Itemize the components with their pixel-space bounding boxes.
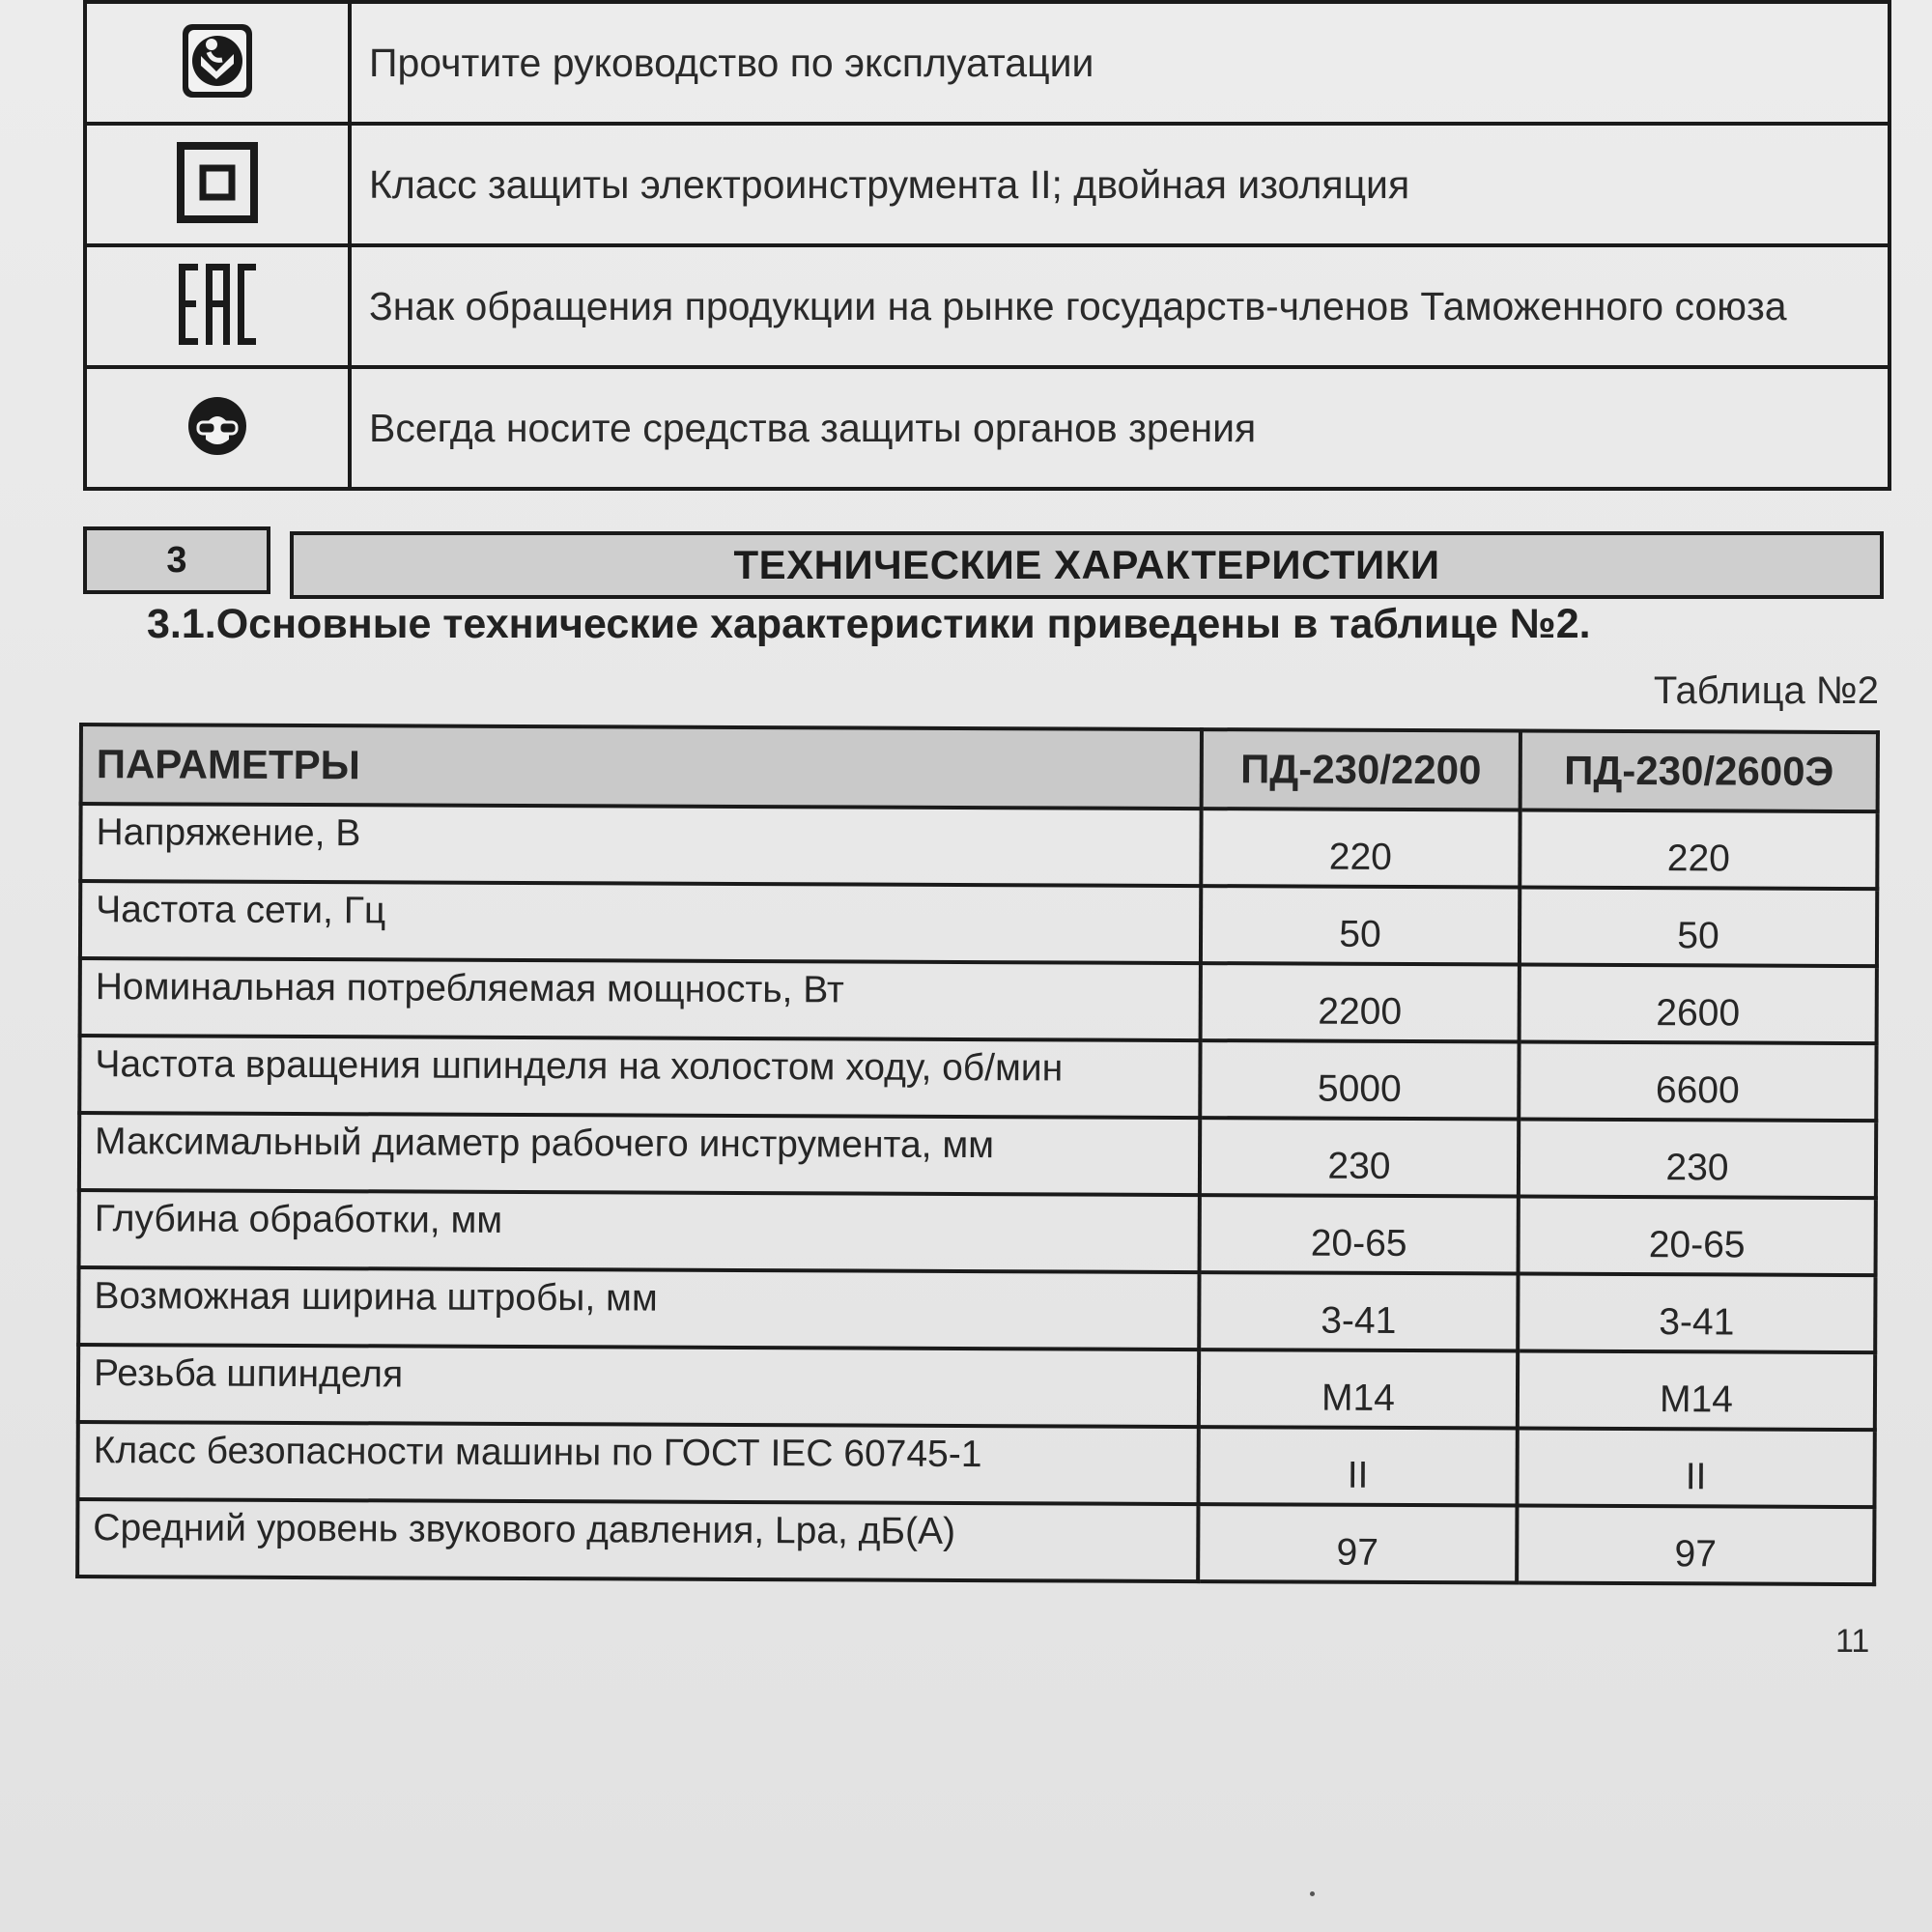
model-1-value: II — [1198, 1427, 1517, 1505]
symbol-row — [85, 245, 1889, 367]
symbol-description: Знак обращения продукции на рынке государств-членов Таможенного союза — [350, 245, 1889, 367]
section-title: ТЕХНИЧЕСКИЕ ХАРАКТЕРИСТИКИ — [290, 531, 1884, 599]
parameter-name: Максимальный диаметр рабочего инструмента, мм — [79, 1113, 1200, 1195]
table-row — [78, 1267, 1875, 1352]
model-2-value: 2600 — [1520, 965, 1877, 1044]
table-header-row — [81, 724, 1878, 811]
paper-speck — [1310, 1891, 1315, 1896]
symbols-table — [83, 0, 1891, 491]
model-2-value: 6600 — [1519, 1042, 1876, 1122]
parameter-name: Резьба шпинделя — [78, 1345, 1199, 1427]
model-1-value: М14 — [1199, 1350, 1518, 1428]
table-row — [79, 1113, 1876, 1198]
model-2-value: 50 — [1520, 888, 1877, 967]
model-2-value: 230 — [1519, 1120, 1876, 1199]
symbol-row — [85, 124, 1889, 245]
parameter-name: Возможная ширина штробы, мм — [78, 1267, 1199, 1350]
model-1-value: 230 — [1200, 1118, 1519, 1196]
column-header-parameters: ПАРАМЕТРЫ — [81, 724, 1202, 809]
model-2-value: 97 — [1517, 1506, 1874, 1585]
model-2-value: 3-41 — [1518, 1274, 1875, 1353]
section-intro: 3.1.Основные технические характеристики приведены в таблице №2. — [147, 601, 1591, 647]
symbol-description: Прочтите руководство по эксплуатации — [350, 2, 1889, 124]
table-caption: Таблица №2 — [1653, 669, 1879, 712]
symbol-row — [85, 2, 1889, 124]
model-1-value: 2200 — [1201, 963, 1520, 1041]
model-1-value: 50 — [1201, 886, 1520, 964]
parameter-name: Напряжение, В — [80, 804, 1201, 886]
model-2-value: М14 — [1518, 1351, 1875, 1431]
page-number: 11 — [1835, 1623, 1870, 1660]
symbol-description: Всегда носите средства защиты органов зрения — [350, 367, 1889, 489]
section-number: 3 — [83, 526, 270, 594]
model-1-value: 220 — [1201, 809, 1520, 887]
parameter-name: Частота вращения шпинделя на холостом ходу, об/мин — [79, 1036, 1200, 1118]
model-1-value: 3-41 — [1199, 1272, 1518, 1350]
model-1-value: 20-65 — [1200, 1195, 1519, 1273]
table-row — [78, 1345, 1875, 1430]
table-row — [80, 881, 1877, 966]
model-1-value: 5000 — [1200, 1040, 1519, 1119]
eye-protection-icon — [186, 395, 248, 462]
model-2-value: 20-65 — [1519, 1197, 1876, 1276]
read-manual-icon — [180, 21, 255, 105]
parameter-name: Частота сети, Гц — [80, 881, 1201, 963]
specs-table — [75, 723, 1880, 1586]
parameter-name: Класс безопасности машины по ГОСТ IEC 60745-1 — [77, 1422, 1198, 1504]
table-row — [77, 1499, 1874, 1584]
table-row — [80, 804, 1877, 889]
model-2-value: 220 — [1520, 810, 1877, 890]
table-row — [77, 1422, 1874, 1507]
symbol-row — [85, 367, 1889, 489]
column-header-model-1: ПД-230/2200 — [1202, 729, 1520, 810]
parameter-name: Глубина обработки, мм — [79, 1190, 1200, 1272]
table-row — [80, 958, 1877, 1043]
column-header-model-2: ПД-230/2600Э — [1520, 731, 1878, 812]
model-2-value: II — [1517, 1429, 1874, 1508]
parameter-name: Номинальная потребляемая мощность, Вт — [80, 958, 1201, 1040]
model-1-value: 97 — [1198, 1504, 1517, 1582]
table-row — [79, 1190, 1876, 1275]
eac-icon — [177, 262, 258, 352]
symbol-description: Класс защиты электроинструмента II; двойная изоляция — [350, 124, 1889, 245]
double-insulation-icon — [177, 142, 258, 228]
table-row — [79, 1036, 1876, 1121]
parameter-name: Средний уровень звукового давления, Lpa, дБ(А) — [77, 1499, 1198, 1581]
